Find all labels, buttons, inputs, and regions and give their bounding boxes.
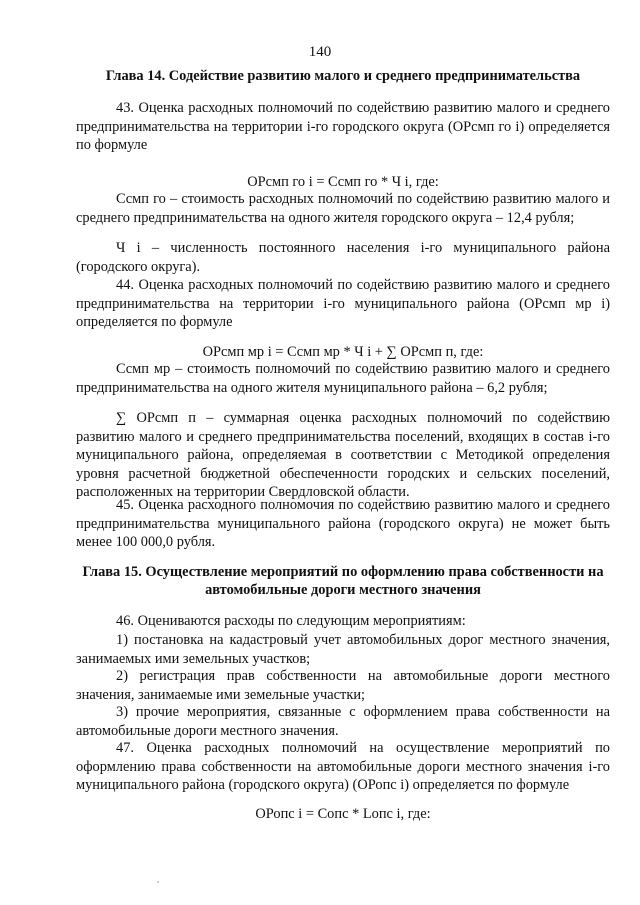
scan-speck bbox=[157, 881, 159, 883]
formula-orsmp-mr: ОРсмп мр i = Ссмп мр * Ч i + ∑ ОРсмп п, где: bbox=[202, 344, 484, 360]
definition-sum-orsmp: ∑ ОРсмп п – суммарная оценка расходных полномочий по содействию развитию малого и среднего предпринимательства поселений, входящих в состав i-го муниципального района, определяемая в соответствии с Методикой определения уровня расчетной бюджетной обеспеченности городских и сельских поселений, расположенных на территории Свердловской области. bbox=[76, 410, 610, 501]
list-item-2: 2) регистрация прав собственности на автомобильные дороги местного значения, занимаемые ими земельные участки; bbox=[76, 668, 610, 703]
paragraph-46: 46. Оцениваются расходы по следующим мероприятиям: bbox=[116, 613, 466, 629]
formula-orsmp-go: ОРсмп го i = Ссмп го * Ч i, где: bbox=[247, 174, 439, 190]
chapter-15-heading: Глава 15. Осуществление мероприятий по оформлению права собственности на автомобильные дороги местного значения bbox=[82, 564, 604, 598]
definition-ssmp-go: Ссмп го – стоимость расходных полномочий по содействию развитию малого и среднего предпринимательства на одного жителя городского округа – 12,4 рубля; bbox=[76, 191, 610, 226]
chapter-14-heading: Глава 14. Содействие развитию малого и среднего предпринимательства bbox=[105, 68, 581, 84]
paragraph-44: 44. Оценка расходных полномочий по содействию развитию малого и среднего предпринимательства на территории i-го муниципального района (ОРсмп мр i) определяется по формуле bbox=[76, 277, 610, 331]
paragraph-47: 47. Оценка расходных полномочий на осуществление мероприятий по оформлению права собственности на автомобильные дороги местного значения i-го муниципального района (городского округа) (ОРопс i) определяется по формуле bbox=[76, 740, 610, 794]
list-item-3: 3) прочие мероприятия, связанные с оформлением права собственности на автомобильные дороги местного значения. bbox=[76, 704, 610, 739]
paragraph-43: 43. Оценка расходных полномочий по содействию развитию малого и среднего предпринимательства на территории i-го городского округа (ОРсмп го i) определяется по формуле bbox=[76, 100, 610, 154]
formula-oropc: ОРопс i = Сопс * Lопс i, где: bbox=[255, 806, 431, 822]
definition-chi: Ч i – численность постоянного населения i-го муниципального района (городского округа). bbox=[76, 240, 610, 275]
definition-ssmp-mr: Ссмп мр – стоимость полномочий по содействию развитию малого и среднего предпринимательства на одного жителя муниципального района – 6,2 рубля; bbox=[76, 361, 610, 396]
list-item-1: 1) постановка на кадастровый учет автомобильных дорог местного значения, занимаемых ими земельных участков; bbox=[76, 632, 610, 667]
paragraph-45: 45. Оценка расходного полномочия по содействию развитию малого и среднего предпринимательства муниципального района (городского округа) не может быть менее 100 000,0 рубля. bbox=[76, 497, 610, 551]
page-number: 140 bbox=[308, 44, 332, 60]
